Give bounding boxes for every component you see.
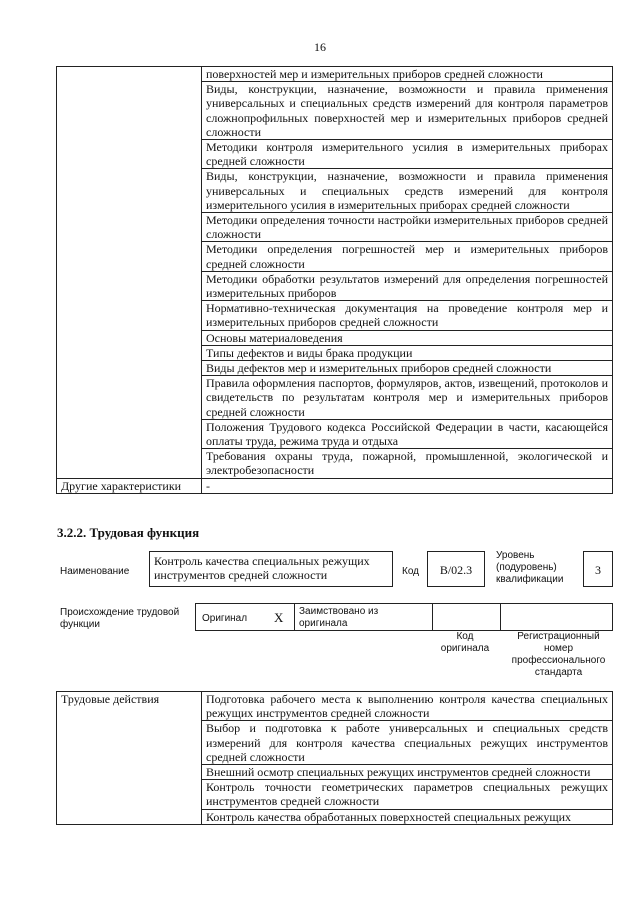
divider <box>294 603 295 631</box>
divider <box>500 603 501 631</box>
origin-label: Происхождение трудовой функции <box>60 607 180 630</box>
knowledge-item: Методики контроля измерительного усилия в измерительных приборах средней сложности <box>202 140 613 169</box>
knowledge-table <box>56 66 613 494</box>
knowledge-label <box>57 67 202 479</box>
original-mark: X <box>274 610 284 625</box>
level-value: 3 <box>583 551 613 587</box>
code-original-caption: Код оригинала <box>440 631 490 654</box>
actions-table <box>56 691 613 825</box>
reg-number-caption: Регистрационный номер профессионального стандарта <box>511 631 606 678</box>
knowledge-item: Требования охраны труда, пожарной, промышленной, экологической и электробезопасности <box>202 449 613 478</box>
knowledge-item: Нормативно-техническая документация на проведение контроля мер и измерительных приборов средней сложности <box>202 301 613 330</box>
knowledge-item: Методики обработки результатов измерений для определения погрешностей измерительных приборов <box>202 271 613 300</box>
page-number: 16 <box>314 40 326 54</box>
knowledge-item: Методики определения точности настройки измерительных приборов средней сложности <box>202 213 613 242</box>
knowledge-item: Виды, конструкции, назначение, возможности и правила применения универсальных и специальных средств измерений для контроля параметров сложнопрофильных поверхностей мер и измерительных приборов средней сложности <box>202 82 613 140</box>
name-label: Наименование <box>60 566 130 577</box>
knowledge-item: Виды, конструкции, назначение, возможности и правила применения универсальных и специальных средств измерений для контроля измерительного усилия в измерительных приборах средней сложности <box>202 169 613 213</box>
other-characteristics-value: - <box>202 478 613 493</box>
other-characteristics-label: Другие характеристики <box>57 478 202 493</box>
knowledge-item: поверхностей мер и измерительных приборов средней сложности <box>202 67 613 82</box>
divider <box>432 603 433 631</box>
knowledge-item: Положения Трудового кодекса Российской Федерации в части, касающейся оплаты труда, режима труда и отдыха <box>202 419 613 448</box>
actions-label: Трудовые действия <box>57 692 202 825</box>
function-code: B/02.3 <box>427 551 485 587</box>
section-heading: 3.2.2. Трудовая функция <box>57 525 200 540</box>
knowledge-item: Виды дефектов мер и измерительных приборов средней сложности <box>202 361 613 376</box>
borrowed-label: Заимствовано из оригинала <box>299 606 379 629</box>
original-label: Оригинал <box>202 613 248 624</box>
knowledge-item: Основы материаловедения <box>202 330 613 345</box>
origin-box <box>195 603 613 631</box>
level-label: Уровень (подуровень) квалификации <box>496 550 564 585</box>
action-item: Контроль точности геометрических параметров специальных режущих инструментов средней сложности <box>202 780 613 809</box>
action-item: Подготовка рабочего места к выполнению контроля качества специальных режущих инструментов средней сложности <box>202 692 613 721</box>
function-name: Контроль качества специальных режущих инструментов средней сложности <box>149 551 393 587</box>
action-item: Выбор и подготовка к работе универсальных и специальных средств измерений для контроля качества специальных режущих инструментов средней сложности <box>202 721 613 765</box>
action-item: Внешний осмотр специальных режущих инструментов средней сложности <box>202 765 613 780</box>
code-label: Код <box>402 566 420 577</box>
knowledge-item: Правила оформления паспортов, формуляров, актов, извещений, протоколов и свидетельств по результатам контроля мер и измерительных приборов средней сложности <box>202 376 613 420</box>
knowledge-item: Типы дефектов и виды брака продукции <box>202 345 613 360</box>
action-item: Контроль качества обработанных поверхностей специальных режущих <box>202 809 613 824</box>
knowledge-item: Методики определения погрешностей мер и измерительных приборов средней сложности <box>202 242 613 271</box>
